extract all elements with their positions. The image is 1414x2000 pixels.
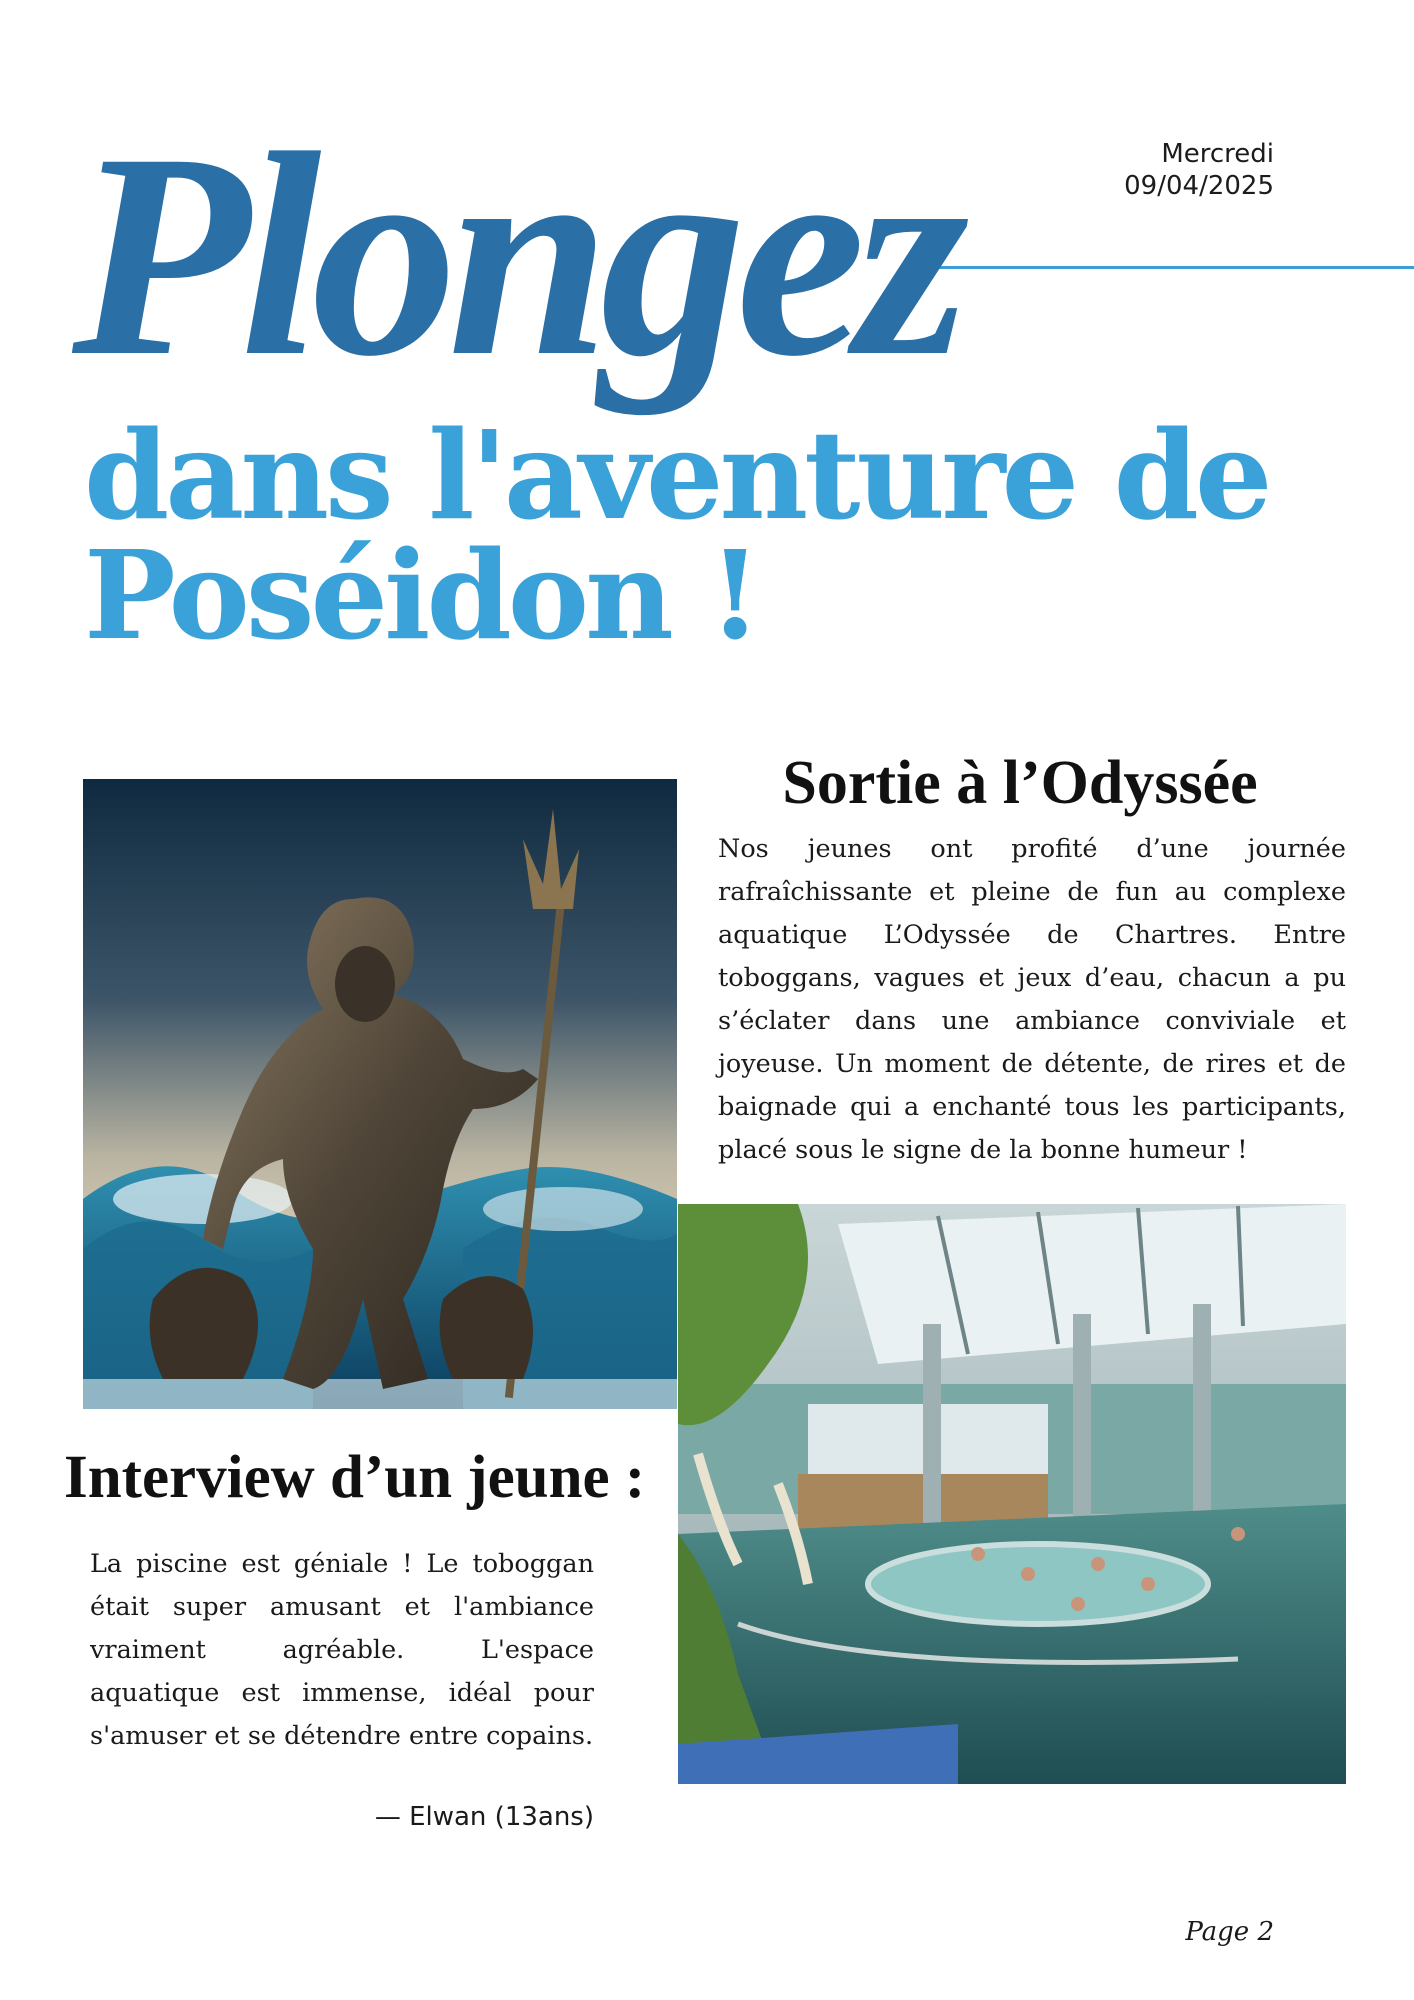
date: 09/04/2025 bbox=[1124, 171, 1274, 201]
weekday: Mercredi bbox=[1161, 139, 1274, 169]
sortie-body: Nos jeunes ont profité d’une journée rafraîchissante et pleine de fun au complexe aquatique L’Odyssée de Chartres. Entre toboggans, vagues et jeux d’eau, chacun a pu s’éclater dans une ambiance conviviale et joyeuse. Un moment de détente, de rires et de baignade qui a enchanté tous les participants, placé sous le signe de la bonne humeur ! bbox=[718, 834, 1346, 1165]
subtitle-line-1: dans l'aventure de bbox=[84, 403, 1269, 547]
subtitle-line-2: Poséidon ! bbox=[84, 523, 758, 667]
page-number: Page 2 bbox=[1185, 1917, 1274, 1947]
interview-signature: — Elwan (13ans) bbox=[374, 1802, 594, 1832]
page-subtitle bbox=[84, 403, 1269, 667]
poseidon-image bbox=[83, 779, 677, 1409]
pool-image bbox=[678, 1204, 1346, 1784]
page-title: Plongez bbox=[72, 94, 960, 417]
sortie-heading: Sortie à l’Odyssée bbox=[782, 749, 1258, 817]
date-block bbox=[1124, 138, 1274, 202]
header-rule bbox=[900, 266, 1414, 269]
interview-body: La piscine est géniale ! Le toboggan était super amusant et l'ambiance vraiment agréable. L'espace aquatique est immense, idéal pour s'amuser et se détendre entre copains. bbox=[90, 1549, 594, 1751]
interview-heading: Interview d’un jeune : bbox=[64, 1444, 646, 1511]
